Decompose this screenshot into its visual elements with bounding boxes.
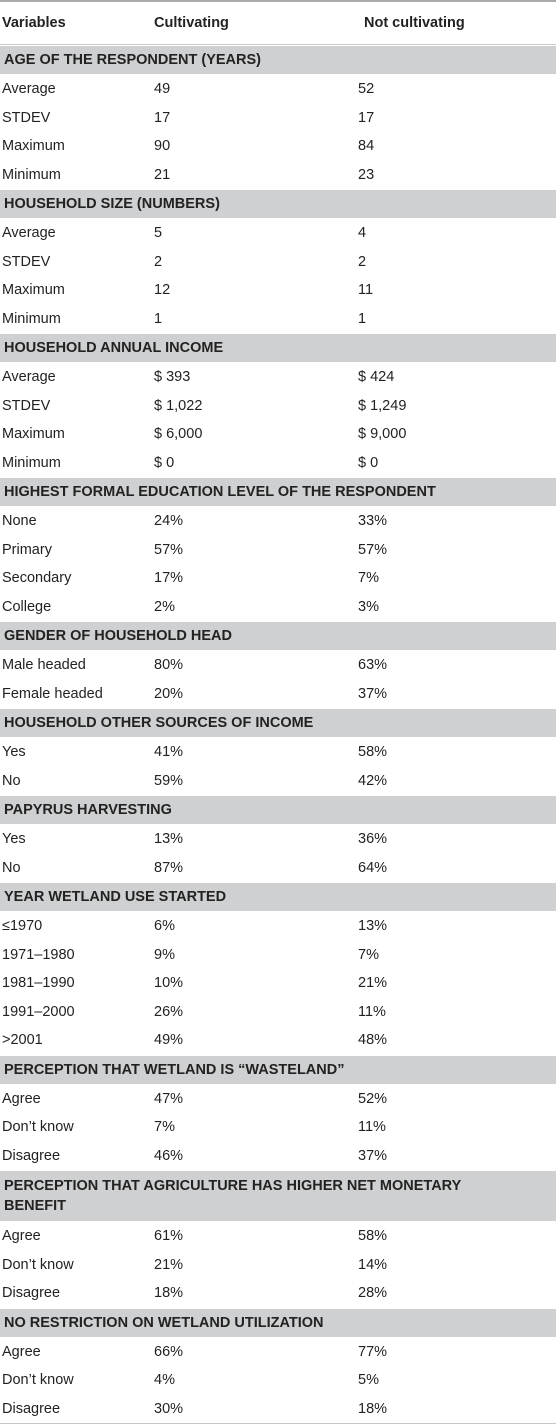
not-cultivating-value: 52% <box>358 1090 388 1107</box>
row-label: Maximum <box>2 426 65 443</box>
not-cultivating-value: 77% <box>358 1343 388 1360</box>
not-cultivating-value: $ 9,000 <box>358 426 407 443</box>
table-header <box>0 2 556 45</box>
cultivating-value: 26% <box>154 1003 184 1020</box>
table-row <box>0 75 556 104</box>
not-cultivating-value: 7% <box>358 946 379 963</box>
row-label: 1971–1980 <box>2 946 75 963</box>
row-label: Secondary <box>2 570 72 587</box>
not-cultivating-value: 3% <box>358 598 379 615</box>
not-cultivating-value: 11 <box>358 282 374 299</box>
table-row <box>0 449 556 478</box>
row-label: Don’t know <box>2 1372 74 1389</box>
section-header: PERCEPTION THAT AGRICULTURE HAS HIGHER NET MONETARY BENEFIT <box>0 1170 556 1222</box>
not-cultivating-value: 63% <box>358 657 388 674</box>
table-row <box>0 1142 556 1171</box>
row-label: 1981–1990 <box>2 975 75 992</box>
table-row <box>0 854 556 883</box>
cultivating-value: 13% <box>154 831 184 848</box>
cultivating-value: 49 <box>154 81 171 98</box>
cultivating-value: 87% <box>154 859 184 876</box>
not-cultivating-value: 18% <box>358 1400 388 1417</box>
table-row <box>0 132 556 161</box>
not-cultivating-value: 13% <box>358 918 388 935</box>
table-row <box>0 536 556 565</box>
table-row <box>0 420 556 449</box>
row-label: Disagree <box>2 1147 61 1164</box>
cultivating-value: 7% <box>154 1119 175 1136</box>
table-row <box>0 1085 556 1114</box>
table-row <box>0 969 556 998</box>
cultivating-value: 24% <box>154 513 184 530</box>
row-label: Average <box>2 81 56 98</box>
row-label: Disagree <box>2 1400 61 1417</box>
cultivating-value: 1 <box>154 310 163 327</box>
section-header: HIGHEST FORMAL EDUCATION LEVEL OF THE RESPONDENT <box>0 477 556 507</box>
cultivating-value: 2% <box>154 598 175 615</box>
row-label: STDEV <box>2 397 51 414</box>
column-header-cultivating: Cultivating <box>154 15 229 31</box>
cultivating-value: 41% <box>154 744 184 761</box>
not-cultivating-value: 17 <box>358 109 375 126</box>
not-cultivating-value: 37% <box>358 1147 388 1164</box>
row-label: Minimum <box>2 454 61 471</box>
row-label: Yes <box>2 831 26 848</box>
not-cultivating-value: 1 <box>358 310 367 327</box>
not-cultivating-value: 23 <box>358 166 375 183</box>
section-header: YEAR WETLAND USE STARTED <box>0 882 556 912</box>
table-row <box>0 104 556 133</box>
table-row <box>0 219 556 248</box>
row-label: Average <box>2 225 56 242</box>
section-header: HOUSEHOLD OTHER SOURCES OF INCOME <box>0 708 556 738</box>
cultivating-value: 57% <box>154 541 184 558</box>
table-row <box>0 1222 556 1251</box>
not-cultivating-value: 5% <box>358 1372 379 1389</box>
not-cultivating-value: 33% <box>358 513 388 530</box>
cultivating-value: 20% <box>154 685 184 702</box>
row-label: Disagree <box>2 1285 61 1302</box>
cultivating-value: $ 6,000 <box>154 426 203 443</box>
row-label: Minimum <box>2 310 61 327</box>
table-row <box>0 825 556 854</box>
cultivating-value: 17 <box>154 109 171 126</box>
table-row <box>0 276 556 305</box>
table-row <box>0 941 556 970</box>
cultivating-value: 90 <box>154 138 171 155</box>
not-cultivating-value: 36% <box>358 831 388 848</box>
cultivating-value: $ 0 <box>154 454 175 471</box>
table-row <box>0 767 556 796</box>
not-cultivating-value: $ 1,249 <box>358 397 407 414</box>
cultivating-value: 49% <box>154 1032 184 1049</box>
section-header: NO RESTRICTION ON WETLAND UTILIZATION <box>0 1308 556 1338</box>
table-row <box>0 1366 556 1395</box>
not-cultivating-value: 21% <box>358 975 388 992</box>
cultivating-value: 17% <box>154 570 184 587</box>
cultivating-value: $ 393 <box>154 369 191 386</box>
row-label: Primary <box>2 541 52 558</box>
not-cultivating-value: $ 0 <box>358 454 379 471</box>
cultivating-value: 9% <box>154 946 175 963</box>
not-cultivating-value: 11% <box>358 1119 386 1136</box>
table-body <box>0 45 556 1423</box>
not-cultivating-value: $ 424 <box>358 369 395 386</box>
column-header-not-cultivating: Not cultivating <box>364 15 465 31</box>
row-label: Yes <box>2 744 26 761</box>
not-cultivating-value: 64% <box>358 859 388 876</box>
row-label: Agree <box>2 1228 41 1245</box>
not-cultivating-value: 57% <box>358 541 388 558</box>
table-row <box>0 248 556 277</box>
row-label: Agree <box>2 1090 41 1107</box>
not-cultivating-value: 58% <box>358 744 388 761</box>
cultivating-value: 5 <box>154 225 163 242</box>
row-label: >2001 <box>2 1032 43 1049</box>
not-cultivating-value: 14% <box>358 1256 388 1273</box>
table-row <box>0 738 556 767</box>
not-cultivating-value: 52 <box>358 81 375 98</box>
table-row <box>0 363 556 392</box>
table-row <box>0 564 556 593</box>
row-label: None <box>2 513 37 530</box>
table-row <box>0 1395 556 1424</box>
row-label: Female headed <box>2 685 103 702</box>
cultivating-value: 21% <box>154 1256 184 1273</box>
table-row <box>0 680 556 709</box>
not-cultivating-value: 48% <box>358 1032 388 1049</box>
not-cultivating-value: 2 <box>358 253 367 270</box>
table-row <box>0 998 556 1027</box>
row-label: No <box>2 772 21 789</box>
table-row <box>0 912 556 941</box>
row-label: Don’t know <box>2 1119 74 1136</box>
row-label: STDEV <box>2 253 51 270</box>
not-cultivating-value: 37% <box>358 685 388 702</box>
section-header: PERCEPTION THAT WETLAND IS “WASTELAND” <box>0 1055 556 1085</box>
row-label: Maximum <box>2 138 65 155</box>
section-header: HOUSEHOLD ANNUAL INCOME <box>0 333 556 363</box>
cultivating-value: 21 <box>154 166 171 183</box>
cultivating-value: 2 <box>154 253 163 270</box>
cultivating-value: 59% <box>154 772 184 789</box>
row-label: Agree <box>2 1343 41 1360</box>
column-header-variables: Variables <box>2 15 66 31</box>
table-row <box>0 1026 556 1055</box>
section-header: GENDER OF HOUSEHOLD HEAD <box>0 621 556 651</box>
table-row <box>0 651 556 680</box>
row-label: No <box>2 859 21 876</box>
cultivating-value: $ 1,022 <box>154 397 203 414</box>
row-label: ≤1970 <box>2 918 43 935</box>
table-row <box>0 1251 556 1280</box>
cultivating-value: 30% <box>154 1400 184 1417</box>
row-label: Male headed <box>2 657 86 674</box>
cultivating-value: 66% <box>154 1343 184 1360</box>
cultivating-value: 80% <box>154 657 184 674</box>
cultivating-value: 10% <box>154 975 184 992</box>
not-cultivating-value: 42% <box>358 772 388 789</box>
not-cultivating-value: 4 <box>358 225 367 242</box>
row-label: STDEV <box>2 109 51 126</box>
cultivating-value: 18% <box>154 1285 184 1302</box>
table-row <box>0 392 556 421</box>
cultivating-value: 61% <box>154 1228 184 1245</box>
cultivating-value: 46% <box>154 1147 184 1164</box>
row-label: College <box>2 598 52 615</box>
cultivating-value: 12 <box>154 282 171 299</box>
not-cultivating-value: 58% <box>358 1228 388 1245</box>
table-row <box>0 1113 556 1142</box>
not-cultivating-value: 11% <box>358 1003 386 1020</box>
cultivating-value: 4% <box>154 1372 175 1389</box>
row-label: Average <box>2 369 56 386</box>
cultivating-value: 6% <box>154 918 175 935</box>
row-label: 1991–2000 <box>2 1003 75 1020</box>
section-header: PAPYRUS HARVESTING <box>0 795 556 825</box>
table-row <box>0 305 556 334</box>
table-row <box>0 1338 556 1367</box>
row-label: Minimum <box>2 166 61 183</box>
table-row <box>0 507 556 536</box>
cultivating-value: 47% <box>154 1090 184 1107</box>
table-row <box>0 593 556 622</box>
not-cultivating-value: 28% <box>358 1285 388 1302</box>
not-cultivating-value: 84 <box>358 138 375 155</box>
row-label: Maximum <box>2 282 65 299</box>
section-header: AGE OF THE RESPONDENT (YEARS) <box>0 45 556 75</box>
table-row <box>0 1279 556 1308</box>
section-header: HOUSEHOLD SIZE (NUMBERS) <box>0 189 556 219</box>
not-cultivating-value: 7% <box>358 570 379 587</box>
row-label: Don’t know <box>2 1256 74 1273</box>
table-row <box>0 161 556 190</box>
